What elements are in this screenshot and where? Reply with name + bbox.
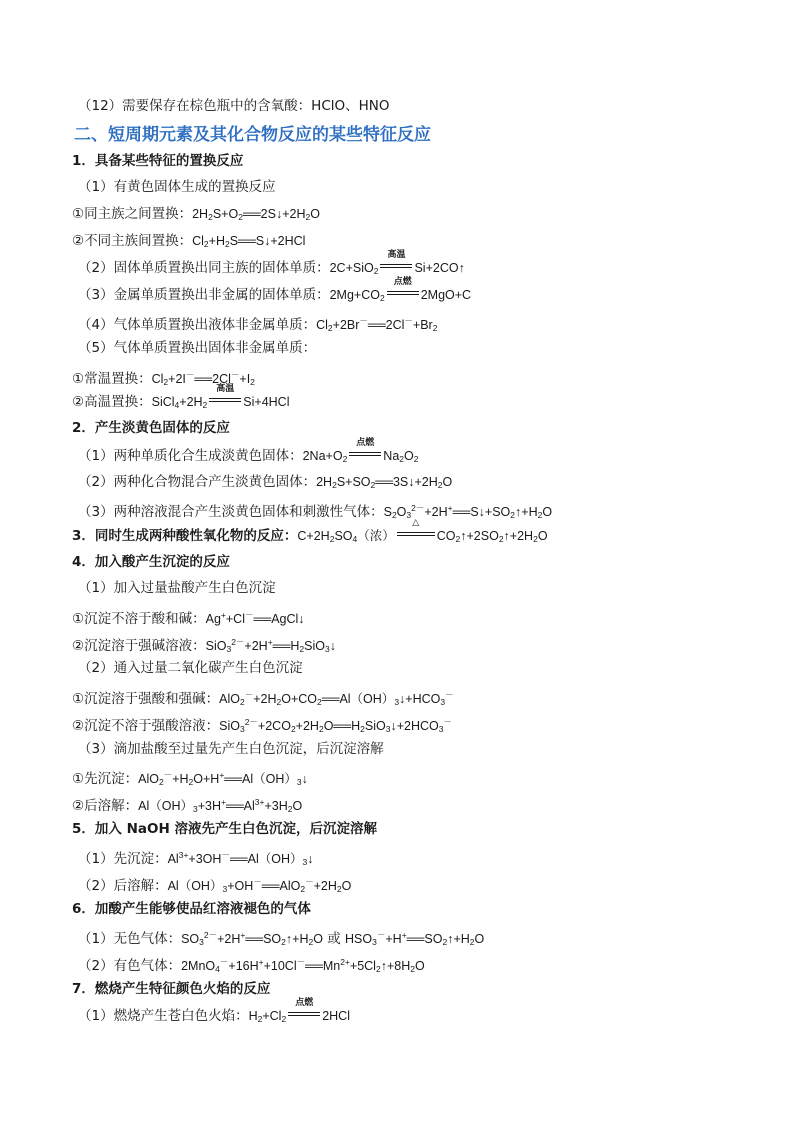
text-line: ①同主族之间置换：$2H_2S+O_2══2S↓+2H_2O$ — [72, 206, 320, 222]
text-line: （1）两种单质化合生成淡黄色固体：$2Na+O_2$ 点燃 $Na_2O_2$ — [78, 437, 419, 464]
text-line: ②不同主族间置换：$Cl_2+H_2S══S↓+2HCl$ — [72, 233, 306, 249]
subsection-heading: 3．同时生成两种酸性氧化物的反应：$C+2H_2SO_4$（浓） △ $CO_2↑+2SO_2↑+2H_2O$ — [72, 517, 548, 544]
text-line: （2）通入过量二氧化碳产生白色沉淀 — [78, 660, 303, 676]
text-line: ①先沉淀：$AlO_2^-+H_2O+H^+══Al(OH)_3↓$ — [72, 770, 308, 787]
text-line: （2）有色气体：$2MnO_4^-+16H^++10Cl^-══Mn^{2+}+5Cl_2↑+8H_2O$ — [78, 957, 425, 974]
text-line: （3）金属单质置换出非金属的固体单质：$2Mg+CO_2$ 点燃 2MgO+C — [78, 276, 472, 303]
subsection-heading: 1．具备某些特征的置换反应 — [72, 153, 244, 169]
subsection-heading: 5．加入 NaOH 溶液先产生白色沉淀，后沉淀溶解 — [72, 821, 377, 837]
text-line: （1）加入过量盐酸产生白色沉淀 — [78, 580, 276, 596]
text-line: ①沉淀不溶于酸和碱：Ag++Cl－══AgCl↓ — [72, 610, 305, 627]
text-line: ②沉淀溶于强碱溶液：$SiO_3^{2-}+2H^+══H_2SiO_3↓$ — [72, 637, 336, 654]
subsection-heading: 7．燃烧产生特征颜色火焰的反应 — [72, 981, 271, 997]
text-line: （3）滴加盐酸至过量先产生白色沉淀，后沉淀溶解 — [78, 741, 384, 757]
text-line: （1）先沉淀：$Al^{3+}+3OH^-══Al(OH)_3↓$ — [78, 850, 314, 867]
text-line: ②后溶解：$Al(OH)_3+3H^+══Al^{3+}+3H_2O$ — [72, 797, 303, 814]
text-line: （4）气体单质置换出液体非金属单质：$Cl_2+2Br^-══2Cl^-+Br_2$ — [78, 316, 438, 333]
text-line: （1）有黄色固体生成的置换反应 — [78, 179, 276, 195]
text-line: ①沉淀溶于强酸和强碱：$AlO_2^-+2H_2O+CO_2══Al(OH)_3↓+HCO_3^-$ — [72, 690, 454, 707]
text-line: （2）固体单质置换出同主族的固体单质：2C+SiO$_2$ 高温 Si+2CO↑ — [78, 249, 465, 276]
text-line: （3）两种溶液混合产生淡黄色固体和刺激性气体：$S_2O_3^{2-}+2H^+══S↓+SO_2↑+H_2O$ — [78, 503, 553, 520]
text-line: （2）两种化合物混合产生淡黄色固体：$2H_2S+SO_2══3S↓+2H_2O$ — [78, 474, 453, 490]
text-line: （2）后溶解：$Al(OH)_3+OH^-══AlO_2^-+2H_2O$ — [78, 877, 352, 894]
text-line: （12）需要保存在棕色瓶中的含氧酸：HClO、HNO — [78, 98, 390, 114]
text-line: （1）燃烧产生苍白色火焰：$H_2+Cl_2$ 点燃 2HCl — [78, 997, 350, 1024]
text-line: ②高温置换：$SiCl_4+2H_2$ 高温 Si+4HCl — [72, 383, 290, 410]
text-line: （5）气体单质置换出固体非金属单质： — [78, 340, 317, 356]
subsection-heading: 2．产生淡黄色固体的反应 — [72, 420, 230, 436]
subsection-heading: 6．加酸产生能够使品红溶液褪色的气体 — [72, 901, 311, 917]
subsection-heading: 4．加入酸产生沉淀的反应 — [72, 554, 230, 570]
text-line: （1）无色气体：$SO_3^{2-}+2H^+══SO_2↑+H_2O$ 或 $HSO_3^-+H^+══SO_2↑+H_2O$ — [78, 930, 485, 947]
text-line: ①常温置换：$Cl_2+2I^-══2Cl^-+I_2$ — [72, 370, 255, 387]
section-heading: 二、短周期元素及其化合物反应的某些特征反应 — [74, 125, 431, 145]
text-line: ②沉淀不溶于强酸溶液：$SiO_3^{2-}+2CO_2+2H_2O══H_2SiO_3↓+2HCO_3^-$ — [72, 717, 452, 734]
